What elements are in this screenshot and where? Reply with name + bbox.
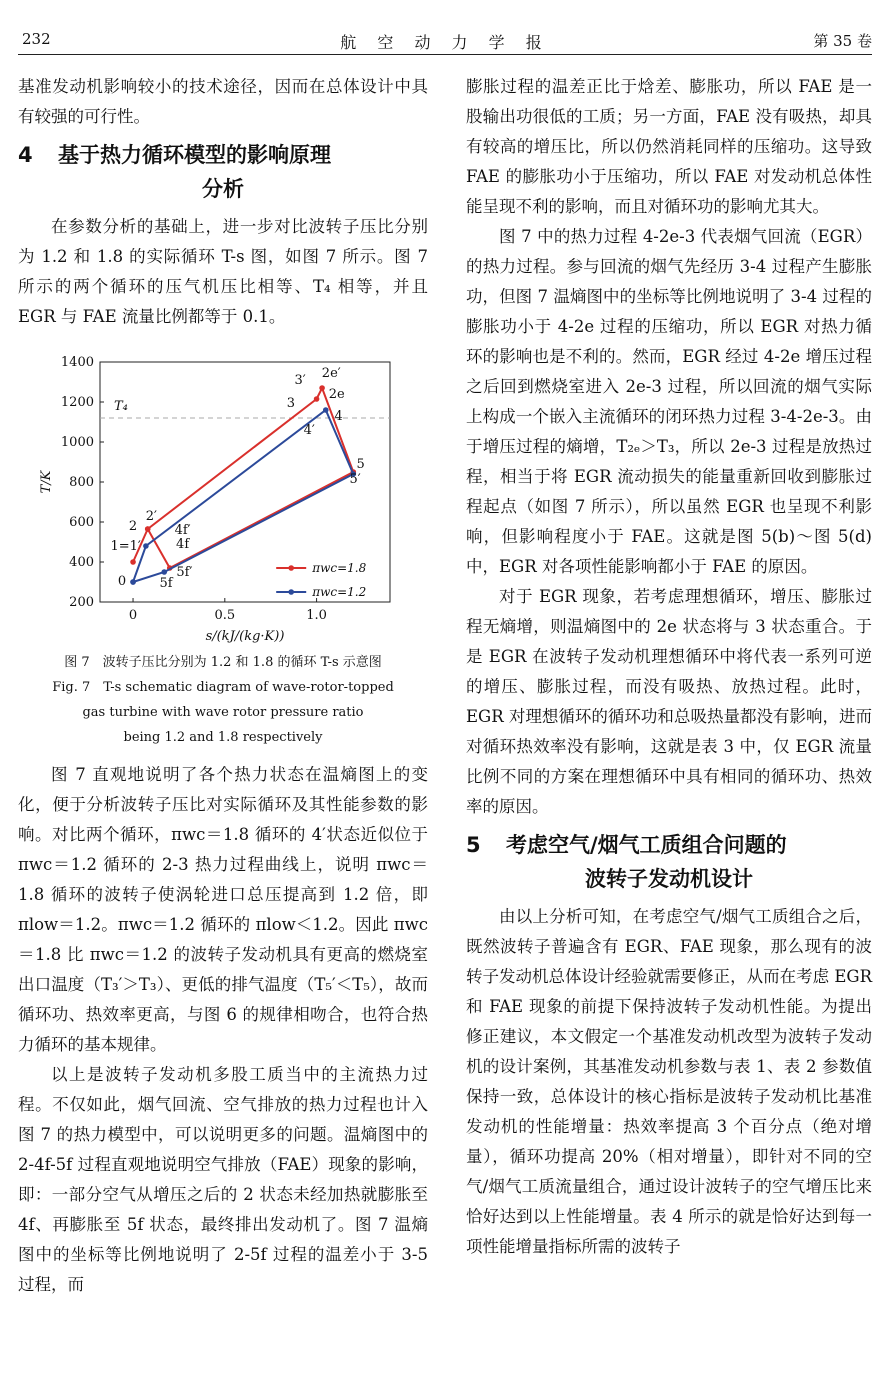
point-label: 0 (117, 574, 127, 589)
volume-number: 第 35 卷 (813, 32, 872, 50)
y-tick-label: 400 (69, 555, 94, 570)
section-title-line1: 基于热力循环模型的影响原理 (58, 143, 331, 167)
running-header (18, 26, 872, 55)
left-column (18, 72, 428, 1300)
page-number: 232 (22, 30, 51, 48)
ts-chart (18, 354, 428, 644)
point-label: 4 (334, 409, 343, 424)
paragraph: 基准发动机影响较小的技术途径，因而在总体设计中具有较强的可行性。 (18, 77, 428, 126)
data-point (323, 407, 329, 413)
point-label: 2 (128, 519, 138, 534)
legend-label: πwc=1.2 (312, 585, 367, 599)
paragraph: 图 7 中的热力过程 4-2e-3 代表烟气回流（EGR）的热力过程。参与回流的烟气先经历 3-4 过程产生膨胀功，但图 7 温熵图中的坐标等比例地说明了 3-4 过程的膨胀功小于 4-2e 过程的压缩功，所以 EGR 对热力循环的影响也是不利的。然而，EGR 经过 4-2e 增压过程之后回到燃烧室进入 2e-3 过程，所以回流的烟气实际上构成一个嵌入主流循环的闭环热力过程 3-4-2e-3。由于增压过程的熵增，T₂ₑ＞T₃，所以 2e-3 过程是放热过程，相当于将 EGR 流动损失的能量重新回收到膨胀过程起点（如图 7 所示），所以虽然 EGR 也呈现不利影响，但影响程度小于 FAE。这就是图 5(b)～图 5(d)中，EGR 对各项性能影响都小于 FAE 的原因。 (466, 227, 873, 576)
y-tick-label: 1400 (60, 355, 94, 370)
x-tick-label: 0.5 (214, 608, 236, 623)
series-line (133, 410, 353, 582)
paragraph: 在参数分析的基础上，进一步对比波转子压比分别为 1.2 和 1.8 的实际循环 T-s 图，如图 7 所示。图 7 所示的两个循环的压气机压比相等、T₄ 相等，并且 EGR 与 FAE 流量比例都等于 0.1。 (18, 217, 428, 326)
legend-marker (288, 589, 294, 595)
y-tick-label: 600 (69, 515, 94, 530)
y-tick-label: 1000 (60, 435, 94, 450)
y-tick-label: 800 (69, 475, 94, 490)
y-axis-label: T/K (39, 470, 54, 494)
data-point (145, 526, 151, 532)
figure-7 (18, 354, 428, 750)
section-heading (18, 138, 428, 206)
point-label: 4f′ (174, 523, 191, 538)
section-title-line2: 波转子发动机设计 (585, 867, 753, 891)
point-label: 5 (356, 457, 365, 472)
data-point (161, 569, 167, 575)
section-number: 5 (466, 833, 481, 857)
section-heading (466, 828, 872, 896)
legend-marker (288, 565, 294, 571)
point-label: 5′ (349, 472, 361, 487)
figure-caption (18, 650, 428, 750)
section-title-line2: 分析 (202, 177, 244, 201)
y-tick-label: 1200 (60, 395, 94, 410)
point-label: 4′ (303, 423, 315, 438)
paragraph: 由以上分析可知，在考虑空气/烟气工质组合之后，既然波转子普遍含有 EGR、FAE 现象，那么现有的波转子发动机总体设计经验就需要修正，从而在考虑 EGR 和 FAE 现象的前提下保持波转子发动机性能。为提出修正建议，本文假定一个基准发动机改型为波转子发动机的设计案例，其基准发动机参数与表 1、表 2 参数值保持一致，总体设计的核心指标是波转子发动机比基准发动机的性能增量：热效率提高 3 个百分点（绝对增量），循环功提高 20%（相对增量），即针对不同的空气/烟气工质流量组合，通过设计波转子的空气增压比来恰好达到以上性能增量。表 4 所示的就是恰好达到每一项性能增量指标所需的波转子 (466, 907, 872, 1256)
reference-label: T₄ (114, 399, 128, 414)
caption-chinese: 图 7 波转子压比分别为 1.2 和 1.8 的循环 T-s 示意图 (64, 655, 382, 670)
paragraph: 膨胀过程的温差正比于焓差、膨胀功，所以 FAE 是一股输出功很低的工质；另一方面，FAE 没有吸热，却具有较高的增压比，所以仍然消耗同样的压缩功。这导致 FAE 的膨胀功小于压缩功，所以 FAE 对发动机总体性能呈现不利的影响，而且对循环功的影响尤其大。 (466, 77, 872, 216)
point-label: 1=1′ (110, 539, 141, 554)
x-tick-label: 1.0 (306, 608, 327, 623)
legend-label: πwc=1.8 (312, 561, 367, 575)
point-label: 2e (328, 387, 345, 402)
caption-english-line2: gas turbine with wave rotor pressure ratio (82, 705, 364, 720)
caption-english-line3: being 1.2 and 1.8 respectively (123, 730, 323, 745)
data-point (319, 385, 325, 391)
right-column (466, 72, 872, 1262)
y-tick-label: 200 (69, 595, 94, 610)
point-label: 3′ (294, 373, 306, 388)
section-title-line1: 考虑空气/烟气工质组合问题的 (506, 833, 787, 857)
journal-title: 航 空 动 力 学 报 (340, 33, 550, 52)
point-label: 2′ (145, 509, 158, 524)
point-label: 2e′ (321, 366, 341, 381)
data-point (143, 543, 149, 549)
section-number: 4 (18, 143, 33, 167)
x-axis-label: s/(kJ/(kg·K)) (205, 629, 285, 644)
paragraph: 对于 EGR 现象，若考虑理想循环，增压、膨胀过程无熵增，则温熵图中的 2e 状态将与 3 状态重合。于是 EGR 在波转子发动机理想循环中将代表一系列可逆的增压、膨胀过程，而没有吸热、放热过程。此时，EGR 对理想循环的循环功和总吸热量都没有影响，进而对循环热效率没有影响，这就是表 3 中，仅 EGR 流量比例不同的方案在理想循环中具有相同的循环功、热效率的原因。 (466, 587, 872, 816)
point-label: 5f (159, 576, 173, 591)
point-label: 3 (286, 396, 296, 411)
caption-english-line1: Fig. 7 T-s schematic diagram of wave-rotor-topped (52, 680, 394, 695)
x-tick-label: 0 (128, 608, 138, 623)
paragraph: 以上是波转子发动机多股工质当中的主流热力过程。不仅如此，烟气回流、空气排放的热力过程也计入图 7 的热力模型中，可以说明更多的问题。温熵图中的 2-4f-5f 过程直观地说明空气排放（FAE）现象的影响，即：一部分空气从增压之后的 2 状态未经加热就膨胀至 4f、再膨胀至 5f 状态，最终排出发动机了。图 7 温熵图中的坐标等比例地说明了 2-5f 过程的温差小于 3-5 过程，而 (18, 1065, 428, 1294)
point-label: 4f (176, 537, 190, 552)
data-point (130, 579, 136, 585)
data-point (130, 559, 136, 565)
data-point (314, 396, 320, 402)
paragraph: 图 7 直观地说明了各个热力状态在温熵图上的变化，便于分析波转子压比对实际循环及其性能参数的影响。对比两个循环，πwc＝1.8 循环的 4′状态近似位于 πwc＝1.2 循环的 2-3 热力过程曲线上，说明 πwc＝1.8 循环的波转子使涡轮进口总压提高到 1.2 倍，即 πlow＝1.2。πwc＝1.2 循环的 πlow＜1.2。因此 πwc＝1.8 比 πwc＝1.2 的波转子发动机具有更高的燃烧室出口温度（T₃′＞T₃）、更低的排气温度（T₅′＜T₅），故而循环功、热效率更高，与图 6 的规律相吻合，也符合热力循环的基本规律。 (18, 765, 428, 1054)
point-label: 5f′ (176, 565, 193, 580)
